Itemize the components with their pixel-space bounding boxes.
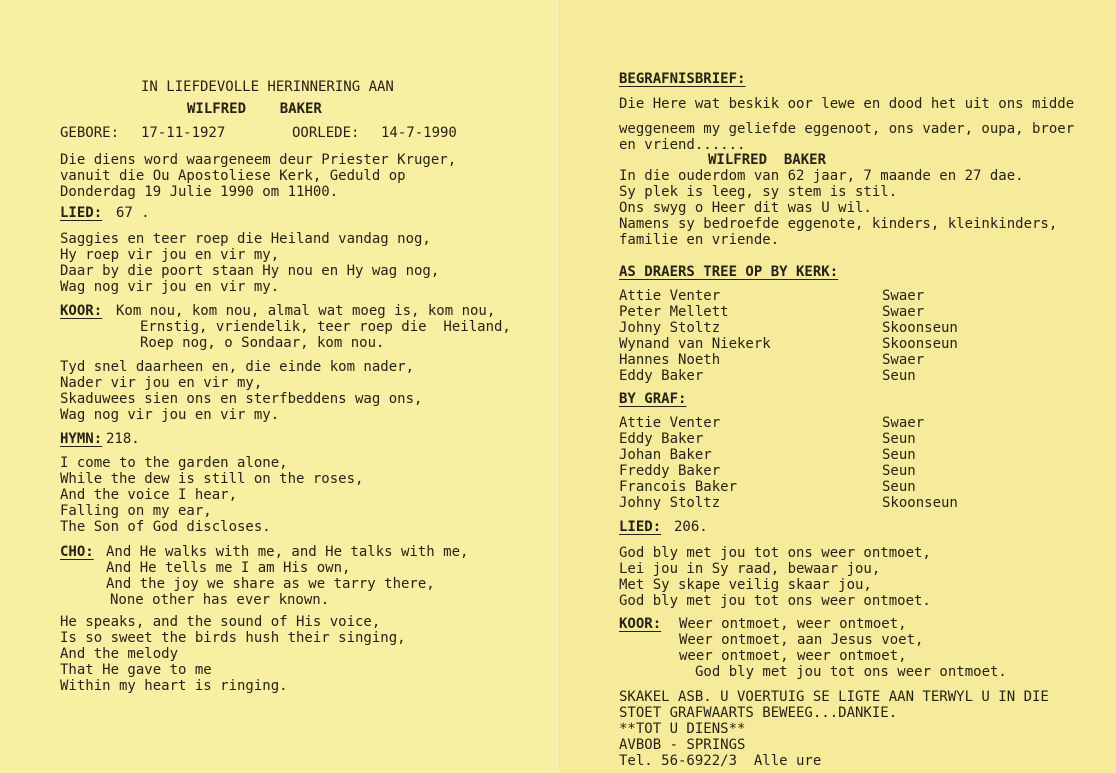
koor-line: Weer ontmoet, aan Jesus voet, xyxy=(679,632,924,648)
verse-line: I come to the garden alone, xyxy=(60,455,288,471)
verse-2 xyxy=(60,359,422,423)
verse-line: The Son of God discloses. xyxy=(60,519,271,535)
grave-name: Johny Stoltz xyxy=(619,495,721,511)
verse-1 xyxy=(60,231,439,295)
verse-line: Wag nog vir jou en vir my. xyxy=(60,279,280,295)
grave-relation: Swaer xyxy=(882,415,925,431)
funeral-letter-title: BEGRAFNISBRIEF: xyxy=(619,71,746,87)
grave-name: Johan Baker xyxy=(619,447,712,463)
verse-line: He speaks, and the sound of His voice, xyxy=(60,614,381,630)
service-tagline: **TOT U DIENS** xyxy=(619,721,746,737)
died-label: OORLEDE: xyxy=(292,125,360,141)
born-date: 17-11-1927 xyxy=(141,125,226,141)
vehicle-notice xyxy=(619,689,1049,721)
verse-line: Is so sweet the birds hush their singing, xyxy=(60,630,406,646)
lied-label: LIED: xyxy=(60,205,103,221)
grave-name: Eddy Baker xyxy=(619,431,704,447)
deceased-name: WILFRED BAKER xyxy=(187,101,322,117)
bearer-relation: Swaer xyxy=(882,352,925,368)
bearers-title: AS DRAERS TREE OP BY KERK: xyxy=(619,264,839,280)
left-page xyxy=(0,0,557,773)
grave-relation: Seun xyxy=(882,431,916,447)
intro-line: en vriend...... xyxy=(619,137,746,153)
bearer-relation: Swaer xyxy=(882,304,925,320)
details-line: Namens sy bedroefde eggenote, kinders, kleinkinders, xyxy=(619,216,1058,232)
koor-line: Ernstig, vriendelik, teer roep die Heiland, xyxy=(140,319,511,335)
verse-line: God bly met jou tot ons weer ontmoet. xyxy=(619,593,931,609)
service-details xyxy=(60,152,456,200)
born-label: GEBORE: xyxy=(60,125,120,141)
grave-relation: Seun xyxy=(882,447,916,463)
verse-line: God bly met jou tot ons weer ontmoet, xyxy=(619,545,931,561)
memorial-heading: IN LIEFDEVOLLE HERINNERING AAN xyxy=(141,79,394,95)
details-line: Ons swyg o Heer dit was U wil. xyxy=(619,200,872,216)
koor-label: KOOR: xyxy=(60,303,103,319)
grave-name: Freddy Baker xyxy=(619,463,721,479)
died-date: 14-7-1990 xyxy=(381,125,457,141)
verse-line: Lei jou in Sy raad, bewaar jou, xyxy=(619,561,881,577)
koor-line: Roep nog, o Sondaar, kom nou. xyxy=(140,335,385,351)
service-line: Die diens word waargeneem deur Priester Kruger, xyxy=(60,152,457,168)
koor-line: Weer ontmoet, weer ontmoet, xyxy=(679,616,907,632)
koor-block xyxy=(679,616,1007,680)
phone-number: Tel. 56-6922/3 Alle ure xyxy=(619,753,822,769)
koor-line: weer ontmoet, weer ontmoet, xyxy=(679,648,907,664)
verse-line: That He gave to me xyxy=(60,662,212,678)
bearer-name: Peter Mellett xyxy=(619,304,729,320)
grave-title: BY GRAF: xyxy=(619,391,687,407)
intro-line: Die Here wat beskik oor lewe en dood het uit ons midde xyxy=(619,96,1075,112)
bearer-name: Wynand van Niekerk xyxy=(619,336,771,352)
intro-block xyxy=(619,121,1074,153)
details-line: familie en vriende. xyxy=(619,232,780,248)
lied-label: LIED: xyxy=(619,519,662,535)
verse-line: Met Sy skape veilig skaar jou, xyxy=(619,577,872,593)
bearer-name: Attie Venter xyxy=(619,288,721,304)
verse-line: Falling on my ear, xyxy=(60,503,212,519)
details-line: In die ouderdom van 62 jaar, 7 maande en 27 dae. xyxy=(619,168,1024,184)
cho-line: And He tells me I am His own, xyxy=(106,560,351,576)
koor-label: KOOR: xyxy=(619,616,662,632)
right-page xyxy=(557,0,1116,773)
lied-number: 206. xyxy=(674,519,708,535)
deceased-name: WILFRED BAKER xyxy=(708,152,827,168)
cho-line: None other has ever known. xyxy=(110,592,330,608)
undertaker-block xyxy=(619,721,745,753)
cho-line: And the joy we share as we tarry there, xyxy=(106,576,435,592)
lied-number: 67 . xyxy=(116,205,150,221)
hymn-label: HYMN: xyxy=(60,431,103,447)
verse-line: Within my heart is ringing. xyxy=(60,678,288,694)
verse-line: Daar by die poort staan Hy nou en Hy wag nog, xyxy=(60,263,440,279)
bearer-relation: Skoonseun xyxy=(882,320,958,336)
bearer-name: Eddy Baker xyxy=(619,368,704,384)
grave-name: Francois Baker xyxy=(619,479,738,495)
cho-block xyxy=(106,544,468,608)
company-name: AVBOB - SPRINGS xyxy=(619,737,746,753)
verse-4 xyxy=(60,614,406,694)
grave-relation: Skoonseun xyxy=(882,495,958,511)
details-block xyxy=(619,168,1057,248)
intro-line: weggeneem my geliefde eggenoot, ons vader, oupa, broer xyxy=(619,121,1075,137)
verse-line: And the voice I hear, xyxy=(60,487,238,503)
verse-3 xyxy=(60,455,363,535)
bearer-name: Hannes Noeth xyxy=(619,352,721,368)
verse-line: And the melody xyxy=(60,646,179,662)
grave-relation: Seun xyxy=(882,463,916,479)
verse-line: While the dew is still on the roses, xyxy=(60,471,364,487)
grave-name: Attie Venter xyxy=(619,415,721,431)
details-line: Sy plek is leeg, sy stem is stil. xyxy=(619,184,898,200)
verse-line: Hy roep vir jou en vir my, xyxy=(60,247,280,263)
bearer-name: Johny Stoltz xyxy=(619,320,721,336)
notice-line: SKAKEL ASB. U VOERTUIG SE LIGTE AAN TERWYL U IN DIE xyxy=(619,689,1049,705)
notice-line: STOET GRAFWAARTS BEWEEG...DANKIE. xyxy=(619,705,898,721)
cho-line: And He walks with me, and He talks with me, xyxy=(106,544,469,560)
verse-line: Wag nog vir jou en vir my. xyxy=(60,407,280,423)
koor-line: God bly met jou tot ons weer ontmoet. xyxy=(695,664,1007,680)
verse-line: Nader vir jou en vir my, xyxy=(60,375,263,391)
verse-line: Saggies en teer roep die Heiland vandag nog, xyxy=(60,231,431,247)
service-line: Donderdag 19 Julie 1990 om 11H00. xyxy=(60,184,339,200)
grave-relation: Seun xyxy=(882,479,916,495)
bearer-relation: Swaer xyxy=(882,288,925,304)
koor-block xyxy=(116,303,511,351)
verse-line: Tyd snel daarheen en, die einde kom nader, xyxy=(60,359,415,375)
hymn-number: 218. xyxy=(106,431,140,447)
cho-label: CHO: xyxy=(60,544,94,560)
koor-line: Kom nou, kom nou, almal wat moeg is, kom nou, xyxy=(116,303,496,319)
hymn-verse xyxy=(619,545,931,609)
service-line: vanuit die Ou Apostoliese Kerk, Geduld op xyxy=(60,168,406,184)
bearer-relation: Skoonseun xyxy=(882,336,958,352)
verse-line: Skaduwees sien ons en sterfbeddens wag ons, xyxy=(60,391,423,407)
bearer-relation: Seun xyxy=(882,368,916,384)
